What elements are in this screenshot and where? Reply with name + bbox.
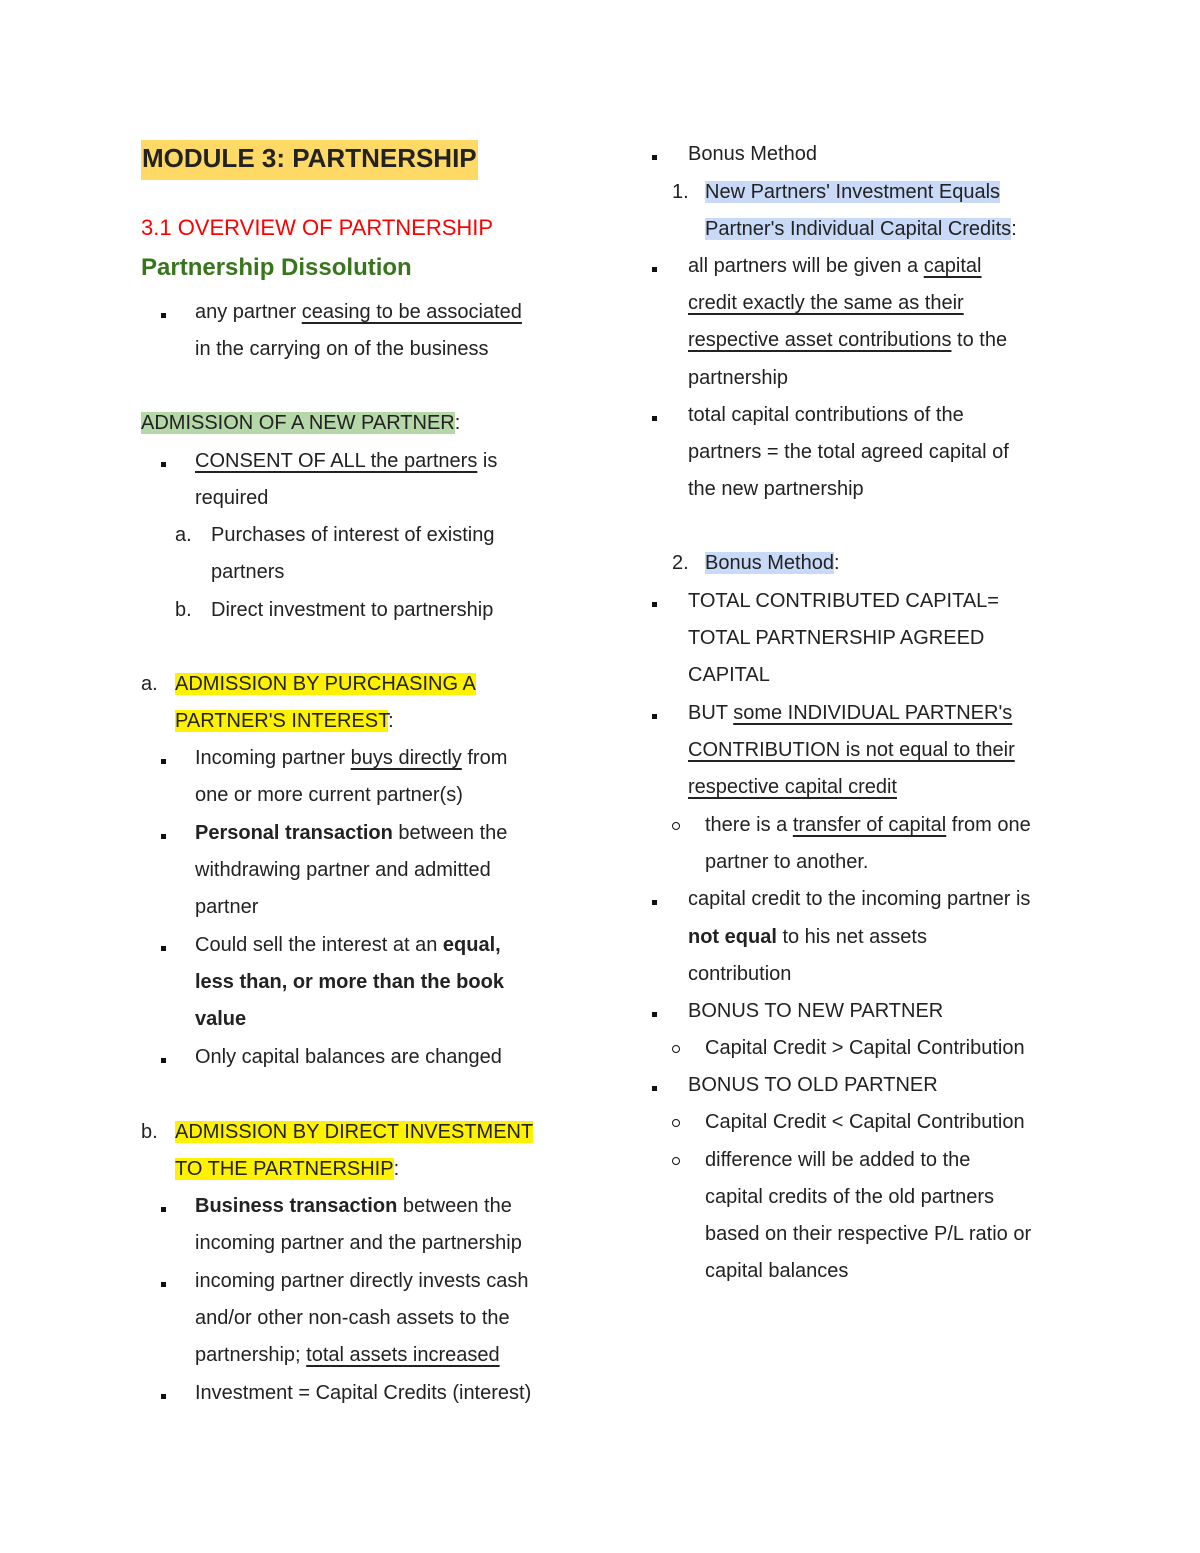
purchase-item-3-cont: less than, or more than the book xyxy=(195,971,504,993)
sub-item-difference-cont: capital credits of the old partners xyxy=(705,1186,995,1208)
bullet-icon xyxy=(161,1282,166,1287)
method-2-heading: Bonus Method: xyxy=(705,552,840,574)
bullet-icon xyxy=(161,313,166,318)
list-marker: a. xyxy=(141,673,158,695)
bullet-icon xyxy=(652,602,657,607)
purchase-heading: ADMISSION BY PURCHASING A xyxy=(175,673,476,695)
method-1-item-2-cont: the new partnership xyxy=(688,478,864,500)
bullet-icon xyxy=(652,1086,657,1091)
page-title: MODULE 3: PARTNERSHIP xyxy=(141,140,478,180)
list-marker: 1. xyxy=(672,181,689,203)
direct-item-2-cont: and/or other non-cash assets to the xyxy=(195,1307,510,1329)
bonus-old-partner: BONUS TO OLD PARTNER xyxy=(688,1074,938,1096)
circle-bullet-icon xyxy=(672,1157,680,1165)
circle-bullet-icon xyxy=(672,1045,680,1053)
purchase-item-1-cont: one or more current partner(s) xyxy=(195,784,463,806)
purchase-item-3-cont: value xyxy=(195,1008,247,1030)
method-2-item-3-cont: contribution xyxy=(688,963,792,985)
method-2-item-1-cont: TOTAL PARTNERSHIP AGREED xyxy=(688,627,985,649)
direct-item-2-cont: partnership; total assets increased xyxy=(195,1344,500,1366)
bullet-icon xyxy=(161,759,166,764)
method-2-item-2: BUT some INDIVIDUAL PARTNER's xyxy=(688,702,1013,724)
bullet-icon xyxy=(652,267,657,272)
purchase-item-3: Could sell the interest at an equal, xyxy=(195,934,501,956)
method-1-item-1: all partners will be given a capital xyxy=(688,255,982,277)
purchase-item-2-cont: withdrawing partner and admitted xyxy=(195,859,491,881)
purchase-heading-cont: PARTNER'S INTEREST: xyxy=(175,710,394,732)
direct-heading: ADMISSION BY DIRECT INVESTMENT xyxy=(175,1121,534,1143)
sub-item-transfer-cont: partner to another. xyxy=(705,851,869,873)
list-item-a-cont: partners xyxy=(211,561,285,583)
circle-bullet-icon xyxy=(672,822,680,830)
list-marker: a. xyxy=(175,524,192,546)
bullet-icon xyxy=(652,714,657,719)
bullet-icon xyxy=(161,834,166,839)
bullet-icon xyxy=(161,1207,166,1212)
purchase-item-4: Only capital balances are changed xyxy=(195,1046,502,1068)
bullet-icon xyxy=(652,900,657,905)
direct-item-2: incoming partner directly invests cash xyxy=(195,1270,529,1292)
sub-item-difference: difference will be added to the xyxy=(705,1149,971,1171)
consent-item-cont: required xyxy=(195,487,269,509)
list-marker: 2. xyxy=(672,552,689,574)
method-1-item-2: total capital contributions of the xyxy=(688,404,964,426)
bullet-icon xyxy=(161,462,166,467)
section-heading: 3.1 OVERVIEW OF PARTNERSHIP xyxy=(141,215,494,240)
list-item-a: Purchases of interest of existing xyxy=(211,524,495,546)
direct-item-1-cont: incoming partner and the partnership xyxy=(195,1232,522,1254)
method-2-item-3: capital credit to the incoming partner is xyxy=(688,888,1031,910)
admission-heading: ADMISSION OF A NEW PARTNER: xyxy=(141,412,461,434)
list-marker: b. xyxy=(141,1121,158,1143)
direct-heading-cont: TO THE PARTNERSHIP: xyxy=(175,1158,400,1180)
method-1-heading-cont: Partner's Individual Capital Credits: xyxy=(705,218,1017,240)
bullet-icon xyxy=(161,946,166,951)
dissolution-item-cont: in the carrying on of the business xyxy=(195,338,489,360)
bullet-icon xyxy=(652,155,657,160)
sub-item-credit-lt: Capital Credit < Capital Contribution xyxy=(705,1111,1025,1133)
bullet-icon xyxy=(161,1058,166,1063)
bonus-new-partner: BONUS TO NEW PARTNER xyxy=(688,1000,944,1022)
method-1-item-2-cont: partners = the total agreed capital of xyxy=(688,441,1009,463)
dissolution-item: any partner ceasing to be associated xyxy=(195,301,522,323)
circle-bullet-icon xyxy=(672,1119,680,1127)
direct-item-3: Investment = Capital Credits (interest) xyxy=(195,1382,532,1404)
list-marker: b. xyxy=(175,599,192,621)
sub-item-difference-cont: based on their respective P/L ratio or xyxy=(705,1223,1032,1245)
purchase-item-2-cont: partner xyxy=(195,896,259,918)
sub-item-credit-gt: Capital Credit > Capital Contribution xyxy=(705,1037,1025,1059)
method-2-item-1-cont: CAPITAL xyxy=(688,664,770,686)
sub-item-transfer: there is a transfer of capital from one xyxy=(705,814,1031,836)
bullet-icon xyxy=(161,1394,166,1399)
method-1-item-1-cont: respective asset contributions to the xyxy=(688,329,1008,351)
method-2-item-1: TOTAL CONTRIBUTED CAPITAL= xyxy=(688,590,999,612)
purchase-item-1: Incoming partner buys directly from xyxy=(195,747,508,769)
consent-item: CONSENT OF ALL the partners is xyxy=(195,450,498,472)
method-2-item-2-cont: respective capital credit xyxy=(688,776,897,798)
bullet-icon xyxy=(652,1012,657,1017)
list-item-b: Direct investment to partnership xyxy=(211,599,494,621)
direct-item-1: Business transaction between the xyxy=(195,1195,512,1217)
method-1-item-1-cont: partnership xyxy=(688,367,789,389)
method-1-item-1-cont: credit exactly the same as their xyxy=(688,292,964,314)
bullet-icon xyxy=(652,416,657,421)
method-1-heading: New Partners' Investment Equals xyxy=(705,181,1001,203)
purchase-item-2: Personal transaction between the xyxy=(195,822,508,844)
method-2-item-2-cont: CONTRIBUTION is not equal to their xyxy=(688,739,1015,761)
bonus-method-item: Bonus Method xyxy=(688,143,817,165)
method-2-item-3-cont: not equal to his net assets xyxy=(688,926,927,948)
sub-item-difference-cont: capital balances xyxy=(705,1260,849,1282)
dissolution-heading: Partnership Dissolution xyxy=(141,254,412,281)
